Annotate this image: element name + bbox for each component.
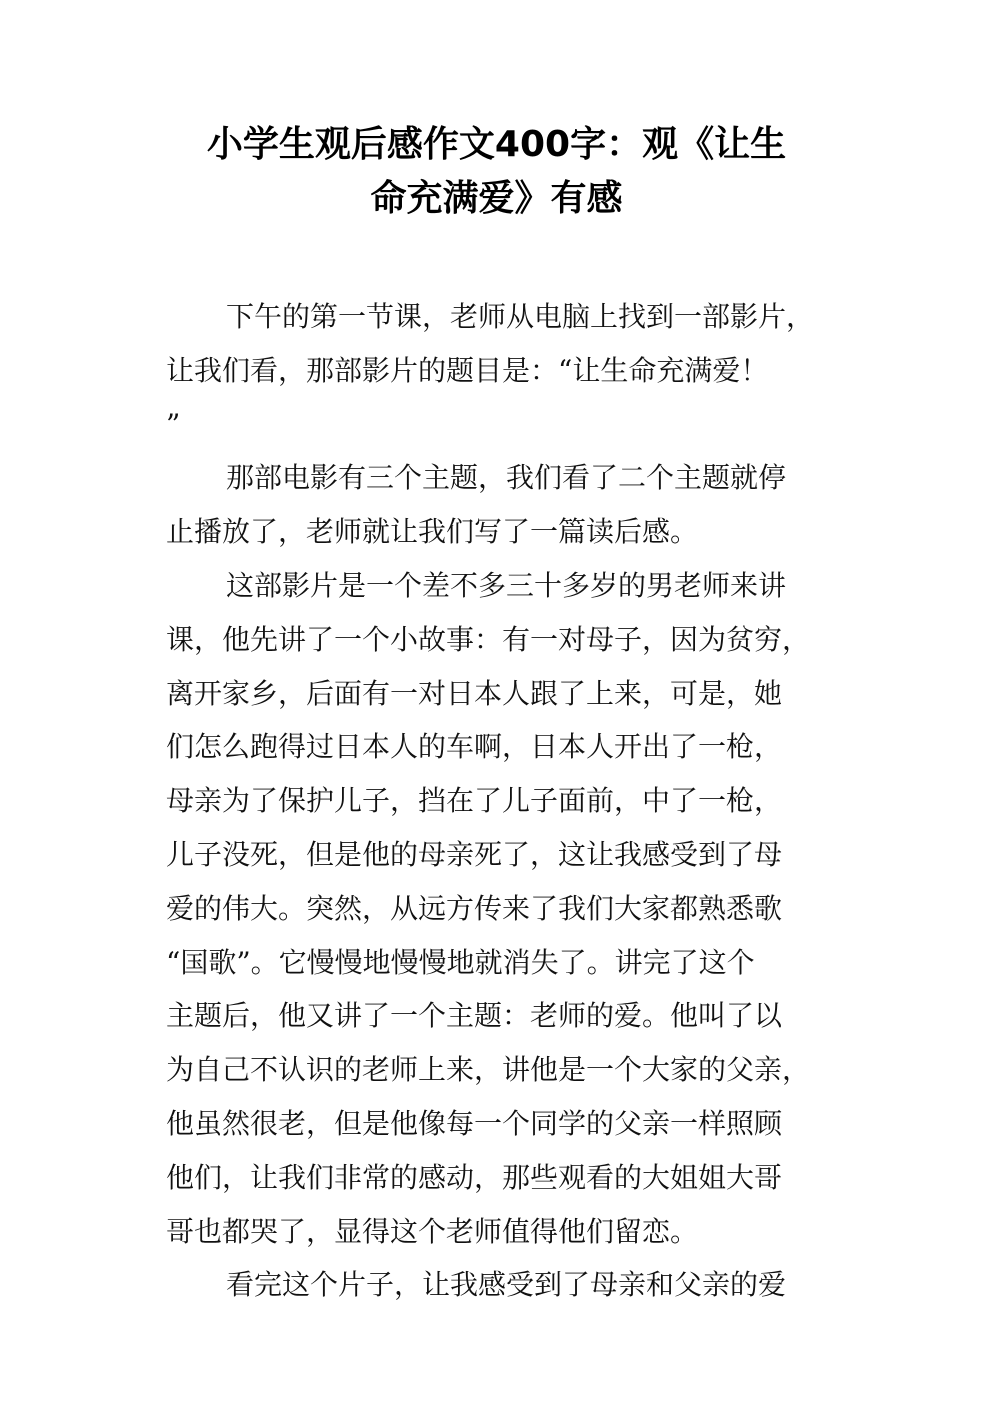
paragraph-line: ” bbox=[166, 407, 181, 441]
paragraph-line: 爱的伟大。突然，从远方传来了我们大家都熟悉歌 bbox=[166, 891, 783, 925]
document-title bbox=[120, 120, 873, 228]
paragraph-line: 课，他先讲了一个小故事：有一对母子，因为贫穷， bbox=[166, 622, 811, 656]
paragraph-line: 母亲为了保护儿子，挡在了儿子面前，中了一枪， bbox=[166, 784, 783, 818]
paragraph-line: 他虽然很老，但是他像每一个同学的父亲一样照顾 bbox=[166, 1106, 783, 1140]
paragraph-line: 那部电影有三个主题，我们看了二个主题就停 bbox=[226, 461, 787, 495]
paragraph-line: 下午的第一节课，老师从电脑上找到一部影片， bbox=[226, 300, 815, 333]
paragraph-line: “国歌”。它慢慢地慢慢地就消失了。讲完了这个 bbox=[166, 945, 755, 979]
paragraph-line: 主题后，他又讲了一个主题：老师的爱。他叫了以 bbox=[166, 999, 783, 1033]
paragraph-line: 为自己不认识的老师上来，讲他是一个大家的父亲， bbox=[166, 1053, 811, 1087]
paragraph-line: 看完这个片子，让我感受到了母亲和父亲的爱 bbox=[226, 1268, 787, 1302]
paragraph-line: 哥也都哭了，显得这个老师值得他们留恋。 bbox=[166, 1214, 699, 1248]
paragraph-line: 离开家乡，后面有一对日本人跟了上来，可是，她 bbox=[166, 676, 783, 710]
paragraph-line: 这部影片是一个差不多三十多岁的男老师来讲 bbox=[226, 568, 787, 602]
paragraph-line: 让我们看，那部影片的题目是：“让生命充满爱！ bbox=[166, 353, 769, 387]
paragraph-line: 止播放了，老师就让我们写了一篇读后感。 bbox=[166, 515, 699, 549]
paragraph-line: 们怎么跑得过日本人的车啊，日本人开出了一枪， bbox=[166, 730, 783, 764]
document-body bbox=[166, 290, 838, 1312]
paragraph-line: 他们，让我们非常的感动，那些观看的大姐姐大哥 bbox=[166, 1160, 783, 1194]
paragraph-line: 儿子没死，但是他的母亲死了，这让我感受到了母 bbox=[166, 837, 783, 871]
title-line: 命充满爱》有感 bbox=[370, 177, 623, 219]
title-line: 小学生观后感作文400字：观《让生 bbox=[206, 124, 787, 165]
